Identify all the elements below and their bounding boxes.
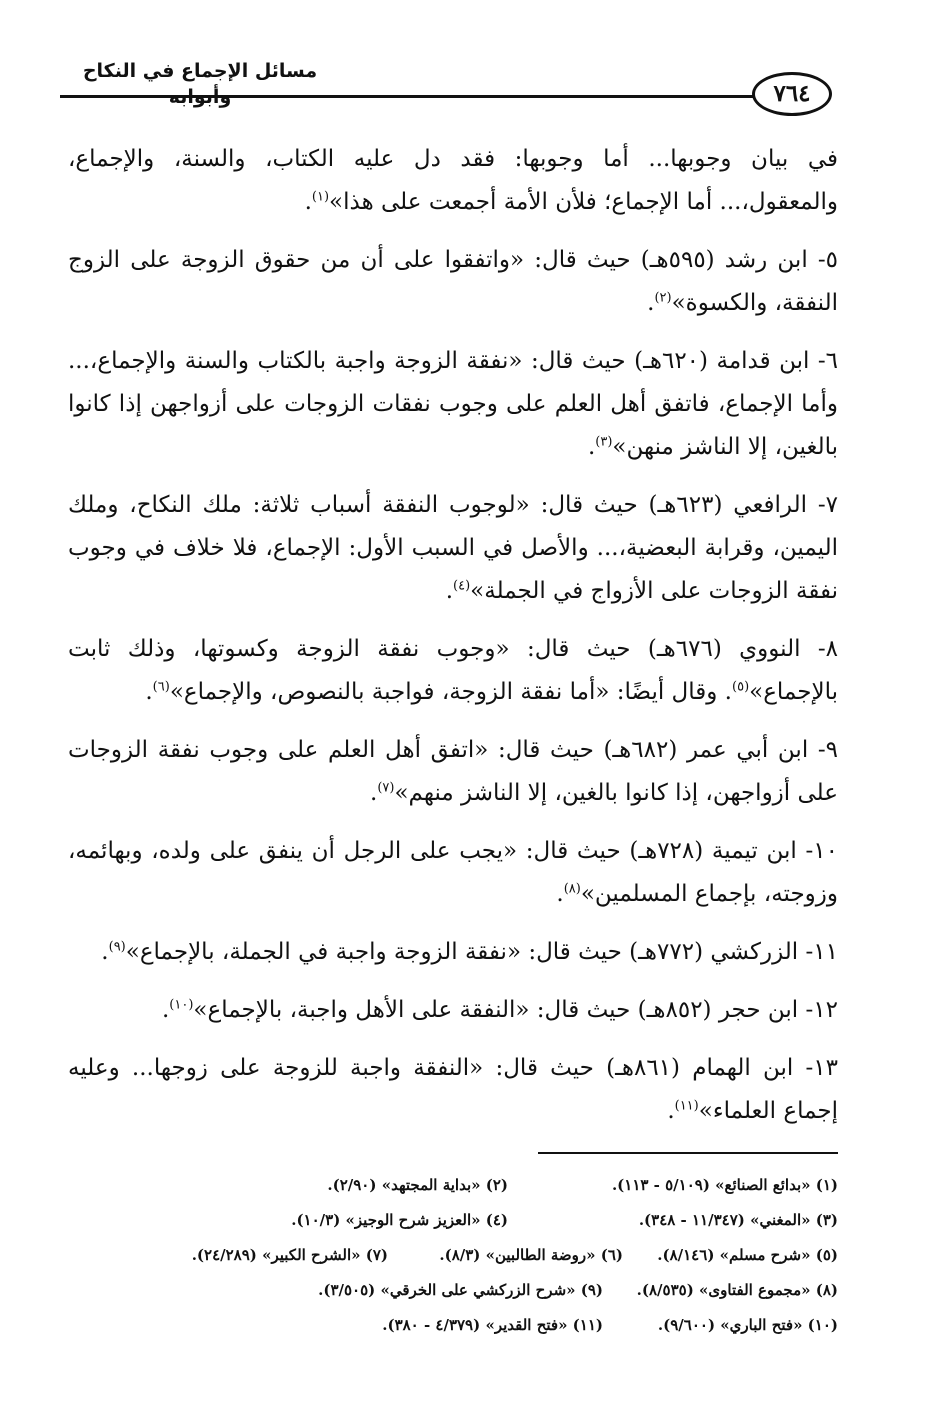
- footnote: (٢) «بداية المجتهد» (٢/٩٠).: [327, 1176, 508, 1194]
- paragraph-text: ١٠- ابن تيمية (٧٢٨هـ) حيث قال: «يجب على الرجل أن ينفق على ولده، وبهائمه، وزوجته، بإجماع المسلمين»: [68, 838, 838, 907]
- paragraph: [68, 138, 838, 224]
- paragraph: [68, 484, 838, 613]
- footnote-ref: (٤): [453, 578, 471, 594]
- paragraph-text: ٧- الرافعي (٦٢٣هـ) حيث قال: «لوجوب النفقة أسباب ثلاثة: ملك النكاح، وملك اليمين، وقرابة البعضية،... والأصل في السبب الأول: الإجماع، فلا خلاف في وجوب نفقة الزوجات على الأزواج في الجملة»: [68, 492, 838, 604]
- paragraph-end: .: [370, 780, 378, 806]
- paragraph-text: ١٢- ابن حجر (٨٥٢هـ) حيث قال: «النفقة على الأهل واجبة، بالإجماع»: [193, 997, 838, 1023]
- paragraph-end: .: [304, 189, 312, 215]
- footnote: (١١) «فتح القدير» (٤/٣٧٩ - ٣٨٠).: [382, 1316, 603, 1334]
- paragraph-end: .: [101, 939, 109, 965]
- paragraph-end: .: [145, 679, 153, 705]
- footnote-row: [68, 1168, 838, 1203]
- footnote-ref: (٣): [595, 434, 613, 450]
- paragraph: [68, 1047, 838, 1133]
- paragraph-text: . وقال أيضًا: «أما نفقة الزوجة، فواجبة بالنصوص، والإجماع»: [169, 679, 732, 705]
- paragraph-text: ٩- ابن أبي عمر (٦٨٢هـ) حيث قال: «اتفق أهل العلم على وجوب نفقة الزوجات على أزواجهن، إذا كانوا بالغين، إلا الناشز منهم»: [68, 737, 838, 806]
- footnote: (٧) «الشرح الكبير» (٢٤/٢٨٩).: [191, 1246, 388, 1264]
- paragraph-end: .: [647, 290, 655, 316]
- paragraph: [68, 989, 838, 1032]
- paragraph-text: ٦- ابن قدامة (٦٢٠هـ) حيث قال: «نفقة الزوجة واجبة بالكتاب والسنة والإجماع،... وأما الإجماع، فاتفق أهل العلم على وجوب نفقات الزوجات على أزواجهن إذا كانوا بالغين، إلا الناشز منهن»: [68, 348, 838, 460]
- paragraph: [68, 239, 838, 325]
- footnote: (٩) «شرح الزركشي على الخرقي» (٣/٥٠٥).: [318, 1281, 603, 1299]
- paragraph-text: ٨- النووي (٦٧٦هـ) حيث قال: «وجوب نفقة الزوجة وكسوتها، وذلك ثابت بالإجماع»: [68, 636, 838, 705]
- footnote-row: [68, 1203, 838, 1238]
- paragraph-text: ٥- ابن رشد (٥٩٥هـ) حيث قال: «واتفقوا على أن من حقوق الزوجة على الزوج النفقة، والكسوة»: [68, 247, 838, 316]
- paragraph-text: ١٣- ابن الهمام (٨٦١هـ) حيث قال: «النفقة واجبة للزوجة على زوجها... وعليه إجماع العلماء»: [68, 1055, 838, 1124]
- footnotes: [68, 1168, 838, 1343]
- paragraph: [68, 729, 838, 815]
- paragraph: [68, 340, 838, 469]
- footnote: (٣) «المغني» (١١/٣٤٧ - ٣٤٨).: [638, 1211, 838, 1229]
- footnote-ref: (١): [311, 189, 330, 205]
- footnote-row: [68, 1238, 838, 1273]
- footnote: (٤) «العزيز شرح الوجيز» (١٠/٣).: [291, 1211, 508, 1229]
- paragraph: [68, 931, 838, 974]
- paragraph-end: .: [556, 881, 564, 907]
- footnote-ref: (٥): [732, 679, 750, 695]
- header-rule: [60, 95, 760, 98]
- footnote: (٨) «مجموع الفتاوى» (٨/٥٣٥).: [636, 1281, 838, 1299]
- footnote-ref: (٩): [108, 939, 126, 955]
- paragraph-end: .: [667, 1098, 675, 1124]
- footnote-ref: (٨): [563, 881, 581, 897]
- page-number: ٧٦٤: [752, 72, 832, 116]
- footnote-ref: (١٠): [169, 997, 194, 1013]
- paragraph: [68, 830, 838, 916]
- paragraph-end: .: [445, 578, 454, 604]
- footnote-separator: [538, 1152, 838, 1154]
- paragraph-text: في بيان وجوبها... أما وجوبها: فقد دل عليه الكتاب، والسنة، والإجماع، والمعقول،... أما الإجماع؛ فلأن الأمة أجمعت على هذا»: [68, 146, 838, 215]
- footnote: (١٠) «فتح الباري» (٩/٦٠٠).: [657, 1316, 838, 1334]
- paragraph-text: ١١- الزركشي (٧٧٢هـ) حيث قال: «نفقة الزوجة واجبة في الجملة، بالإجماع»: [125, 939, 838, 965]
- footnote-ref: (٦): [152, 679, 170, 695]
- footnote-row: [68, 1308, 838, 1343]
- paragraph: [68, 628, 838, 714]
- running-header-title: مسائل الإجماع في النكاح وأبوابه: [82, 60, 318, 108]
- footnote: (٦) «روضة الطالبين» (٨/٣).: [439, 1246, 623, 1264]
- paragraph-end: .: [587, 434, 596, 460]
- footnote-ref: (١١): [674, 1098, 699, 1114]
- footnote: (٥) «شرح مسلم» (٨/١٤٦).: [657, 1246, 838, 1264]
- footnote-ref: (٧): [377, 780, 395, 796]
- paragraph-end: .: [161, 997, 170, 1023]
- footnote-row: [68, 1273, 838, 1308]
- main-text: [68, 138, 838, 1148]
- footnote: (١) «بدائع الصنائع» (٥/١٠٩ - ١١٣).: [611, 1176, 838, 1194]
- footnote-ref: (٢): [654, 290, 672, 306]
